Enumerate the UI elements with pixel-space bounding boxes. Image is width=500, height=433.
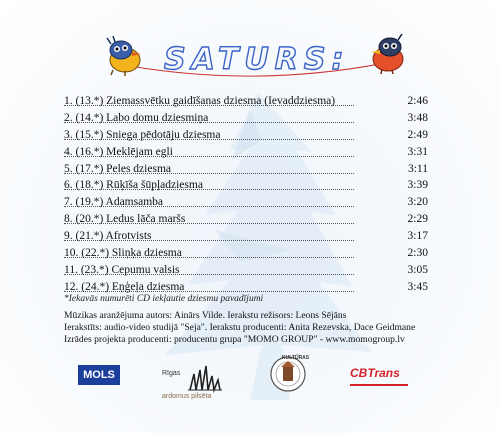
list-item (64, 179, 434, 196)
list-item (64, 230, 434, 247)
right-bird-icon (362, 34, 410, 74)
track-title: 2. (14.*) Labo domu dziesmiņa (64, 111, 209, 124)
mols-logo: MOLS (78, 365, 120, 385)
list-item (64, 146, 434, 163)
track-duration: 2:49 (407, 128, 428, 141)
track-title: 11. (23.*) Cepumu valsis (64, 263, 180, 276)
track-title: 10. (22.*) Sliņķa dziesma (64, 247, 182, 260)
track-title: 1. (13.*) Ziemassvētku gaidīšanas dziesma (Ievaddziesma) (64, 95, 336, 107)
list-item (64, 129, 434, 146)
riga-logo-line1: Rīgas (162, 370, 181, 377)
track-title: 6. (18.*) Rūķīša šūpļadziesma (64, 179, 203, 192)
track-duration: 3:39 (407, 179, 428, 192)
riga-logo-line2: ardomus pilsēta (162, 393, 212, 400)
track-duration: 2:29 (407, 213, 428, 226)
cbtrans-logo-text: CBTrans (350, 366, 400, 380)
track-title: 3. (15.*) Sniega pēdotāju dziesma (64, 128, 221, 141)
page-title: SATURS: (164, 42, 350, 77)
track-duration: 2:30 (407, 247, 428, 260)
list-item (64, 112, 434, 129)
track-title: 12. (24.*) Eņģeļa dziesma (64, 280, 185, 293)
left-bird-icon (103, 36, 151, 76)
track-title: 4. (16.*) Meklējam egli (64, 145, 173, 158)
credits-line-studio: Ierakstīts: audio-video studijā "Seja". Ierakstu producenti: Anita Rezevska, Dace Geidmane (64, 322, 416, 334)
list-item (64, 196, 434, 213)
credits-line-arranger: Mūzikas aranžējuma autors: Ainārs Vilde. Ierakstu režisors: Leons Sējāns (64, 310, 347, 321)
track-title: 5. (17.*) Peles dziesma (64, 162, 171, 175)
track-duration: 2:46 (407, 95, 428, 107)
track-list (64, 95, 434, 298)
kulturas-logo-text: KULTŪRAS (282, 355, 310, 361)
list-item (64, 95, 434, 112)
track-title: 9. (21.*) Afrotvists (64, 230, 152, 243)
track-duration: 3:45 (407, 280, 428, 293)
track-duration: 3:05 (407, 263, 428, 276)
credits (64, 310, 474, 347)
list-item (64, 213, 434, 230)
riga-logo (150, 360, 240, 410)
track-duration: 3:31 (407, 145, 428, 158)
footnote: *Iekavās numurēti CD iekļautie dziesmu pavadījumi (64, 294, 264, 304)
track-title: 8. (20.*) Ledus lāča maršs (64, 213, 186, 226)
kulturas-logo (268, 354, 308, 394)
riga-skyline-icon (150, 360, 240, 410)
track-duration: 3:20 (407, 196, 428, 209)
list-item (64, 163, 434, 180)
track-duration: 3:17 (407, 230, 428, 243)
cbtrans-logo (350, 366, 410, 382)
track-title: 7. (19.*) Adamsamba (64, 196, 164, 209)
list-item (64, 264, 434, 281)
credits-line-producers: Izrādes projekta producenti: producentu grupa "MOMO GROUP" - www.momogroup.lv (64, 334, 405, 346)
cbtrans-underline-icon (350, 382, 410, 388)
track-duration: 3:11 (407, 162, 428, 175)
list-item (64, 247, 434, 264)
track-duration: 3:48 (407, 111, 428, 124)
